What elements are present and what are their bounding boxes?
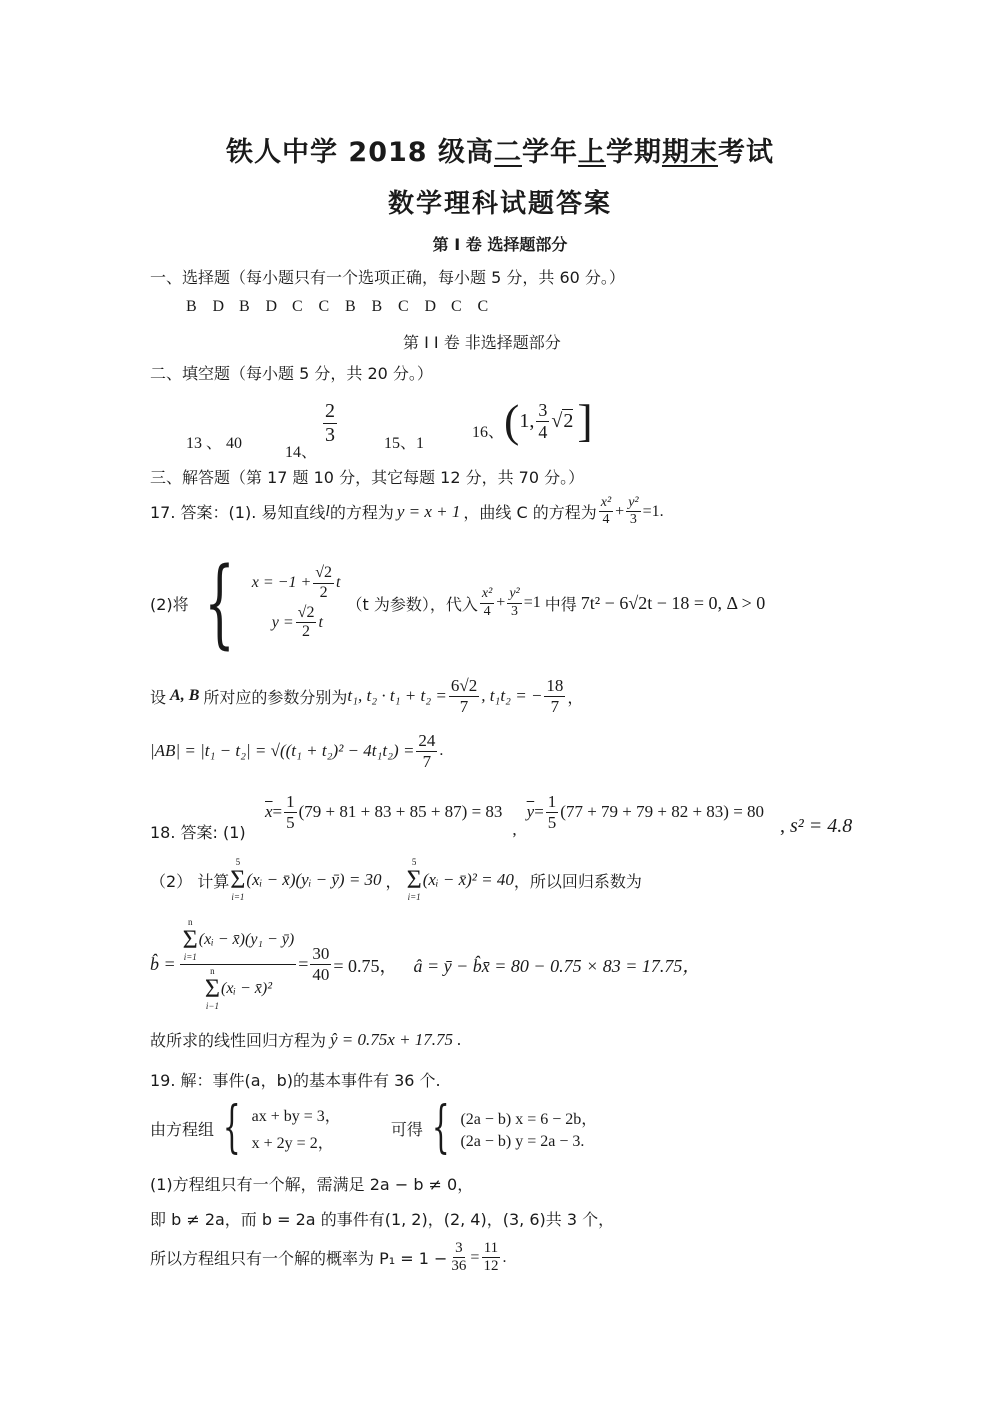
title-part: 学期 bbox=[605, 137, 662, 168]
title-part-underlined: 期末 bbox=[661, 137, 718, 168]
answer-2: D bbox=[212, 298, 225, 315]
section3-heading: 三、解答题（第 17 题 10 分，其它每题 12 分，共 70 分。） bbox=[150, 468, 585, 487]
denominator: 3 bbox=[325, 424, 336, 446]
denominator: 12 bbox=[483, 1258, 499, 1275]
lower: i=1 bbox=[183, 952, 197, 962]
denominator: 3 bbox=[629, 512, 637, 528]
equation-system: { ax + by = 3， x + 2y = 2， bbox=[222, 1095, 341, 1160]
answer-9: C bbox=[398, 298, 409, 315]
text: 的方程为 bbox=[329, 503, 394, 523]
variance: s² = 4.8 bbox=[790, 815, 853, 837]
lower: i=1 bbox=[231, 892, 245, 902]
param-y bbox=[272, 604, 341, 642]
period: . bbox=[659, 502, 664, 520]
q19-systems bbox=[150, 1095, 598, 1160]
var-l: l bbox=[325, 502, 330, 520]
denominator: 7 bbox=[459, 696, 469, 716]
fraction: $\frac{1}{5}$ bbox=[547, 792, 557, 832]
b-hat: b̂ = bbox=[150, 954, 176, 974]
q19-line1: 19. 解：事件(a，b)的基本事件有 36 个. bbox=[150, 1071, 441, 1090]
denominator: 2 bbox=[319, 583, 328, 601]
numerator: 3 bbox=[453, 1240, 465, 1258]
q17-line1: 17. 答案：(1). 易知直线 l 的方程为 y = x + 1 ，曲线 C 的方程为 $\frac{\text{x²}}{4}$ + $\frac{\text{y²}}{3}$ =1 . bbox=[150, 495, 664, 528]
answer-3: B bbox=[239, 298, 250, 315]
numerator: 6√2 bbox=[450, 676, 478, 695]
denominator: 36 bbox=[451, 1258, 467, 1275]
q19-p1: (1)方程组只有一个解，需满足 2a − b ≠ 0， bbox=[150, 1175, 474, 1194]
document-subtitle: 数学理科试题答案 bbox=[387, 189, 612, 219]
text: 所对应的参数分别为 bbox=[203, 687, 348, 707]
fraction bbox=[323, 400, 337, 447]
fraction bbox=[480, 586, 494, 619]
text: ，曲线 C 的方程为 bbox=[463, 503, 597, 523]
numerator: (xᵢ − x̄)(y₁ − ȳ) bbox=[198, 930, 295, 948]
upper: 5 bbox=[411, 857, 417, 867]
part1-heading: 第 I 卷 选择题部分 bbox=[432, 235, 568, 254]
numerator: 24 bbox=[418, 731, 436, 750]
interval bbox=[504, 395, 593, 446]
text: 17. 答案：(1). 易知直线 bbox=[150, 503, 326, 523]
title-part: 学年 bbox=[521, 137, 578, 168]
equation-1: ax + by = 3， bbox=[251, 1108, 341, 1125]
quadratic-result: 7t² − 6√2t − 18 = 0, Δ > 0 bbox=[580, 592, 766, 613]
denominator: 7 bbox=[550, 696, 560, 716]
answer-5: C bbox=[292, 298, 303, 315]
numerator: 18 bbox=[546, 676, 564, 695]
value: 1 bbox=[416, 435, 425, 452]
upper: n bbox=[210, 966, 215, 976]
radicand: 2 bbox=[563, 410, 574, 432]
numerator: x² bbox=[599, 495, 613, 512]
left-brace: { bbox=[203, 547, 235, 659]
label: 15、 bbox=[384, 435, 417, 452]
numerator: √2 bbox=[313, 564, 334, 583]
text: 中得 bbox=[544, 594, 577, 614]
section2-heading: 二、填空题（每小题 5 分，共 20 分。） bbox=[150, 364, 433, 383]
fill-answer-16 bbox=[472, 395, 593, 446]
q17-line4 bbox=[150, 731, 443, 771]
text: 故所求的线性回归方程为 bbox=[150, 1031, 327, 1050]
equation-2: x + 2y = 2， bbox=[251, 1135, 334, 1152]
text: 可得 bbox=[390, 1119, 423, 1139]
summation: n Σ i=1 bbox=[182, 917, 198, 962]
lhs: y = bbox=[271, 613, 294, 631]
b-value: = 0.75， bbox=[333, 955, 398, 976]
q17-part2: (2)将 { x = −1 + $\frac{√2}{2}$ t y = $\frac{√2}{2}$ t （t 为参数），代入 $\frac{\text{x²}}{4}$ + $\frac{\text{y²}}{3}$ =1 中得 7t² − 6√2t − 18 = 0, Δ > 0 bbox=[150, 547, 766, 659]
y-mean-expr: (77 + 79 + 79 + 82 + 83) = 80 bbox=[560, 802, 765, 822]
denominator: 7 bbox=[422, 751, 432, 771]
numerator: y² bbox=[626, 495, 640, 512]
title-part: 铁人中学 2018 级高 bbox=[226, 137, 494, 168]
sxx: (xᵢ − x̄)² = 40 bbox=[422, 870, 514, 889]
fraction bbox=[544, 676, 565, 716]
fraction: $\frac{1}{5}$ bbox=[286, 792, 295, 832]
upper: n bbox=[187, 917, 193, 927]
open-paren: ( bbox=[504, 395, 520, 446]
lower: i=1 bbox=[407, 892, 421, 902]
title-part-underlined: 上 bbox=[577, 137, 606, 168]
answer-8: B bbox=[371, 298, 383, 315]
equals: = bbox=[470, 1248, 480, 1266]
points-ab: A, B bbox=[170, 687, 200, 705]
fraction bbox=[536, 400, 549, 442]
numerator: √2 bbox=[296, 604, 317, 623]
text: 所以方程组只有一个解的概率为 P₁ = 1 − bbox=[150, 1249, 448, 1269]
q17-line3 bbox=[150, 676, 583, 716]
comma: ， bbox=[567, 687, 584, 707]
result-1: (2a − b) x = 6 − 2b， bbox=[460, 1110, 598, 1128]
numerator: x² bbox=[480, 586, 494, 603]
denominator: 4 bbox=[483, 603, 491, 619]
fraction bbox=[626, 495, 640, 528]
document-title bbox=[0, 130, 1000, 169]
fraction bbox=[449, 1240, 468, 1276]
denominator: 40 bbox=[312, 965, 330, 984]
fraction bbox=[599, 495, 613, 528]
regression-equation: ŷ = 0.75x + 17.75 . bbox=[330, 1029, 462, 1049]
title-part-underlined: 二 bbox=[493, 137, 522, 168]
denominator: (xᵢ − x̄)² bbox=[221, 979, 272, 997]
interval-start: 1, bbox=[519, 409, 535, 432]
fraction bbox=[481, 1240, 500, 1276]
answer-11: C bbox=[451, 298, 462, 315]
q18-variance: , s² = 4.8 bbox=[780, 815, 853, 837]
value: 40 bbox=[226, 435, 243, 452]
rhs: =1 bbox=[523, 594, 541, 611]
text: 18. 答案: (1) bbox=[150, 823, 246, 842]
distance-formula: |AB| = |t₁ − t₂| = √((t₁ + t₂)² − 4t₁t₂) = bbox=[150, 741, 415, 761]
lhs: x = −1 + bbox=[251, 574, 312, 592]
summation: 5 Σ i=1 bbox=[230, 857, 246, 902]
q18-prefix bbox=[150, 820, 246, 843]
t-product: , t₁t₂ = − bbox=[481, 686, 543, 706]
answer-7: B bbox=[345, 298, 356, 315]
title-part: 考试 bbox=[717, 137, 774, 168]
q18-conclusion bbox=[150, 1028, 462, 1051]
summation: n Σ i−1 bbox=[204, 966, 220, 1011]
answer-1: B bbox=[186, 298, 197, 315]
answer-10: D bbox=[424, 298, 437, 315]
label: 14、 bbox=[285, 444, 318, 462]
answer-4: D bbox=[265, 298, 278, 315]
text: （2） 计算 bbox=[150, 871, 230, 891]
upper: 5 bbox=[235, 857, 241, 867]
t-sum: t₁, t₂ · t₁ + t₂ = bbox=[347, 686, 447, 706]
fraction bbox=[507, 586, 521, 619]
close-bracket: ] bbox=[577, 395, 593, 446]
q18-bhat: b̂ = n Σ i=1 (xᵢ − x̄)(y₁ − ȳ) n Σ i−1 (xᵢ − x̄)² = $\frac{30}{40}$ = 0.75， â = ȳ − b̂x̄ = 80 − 0.75 × 83 = 17.75， bbox=[150, 917, 701, 1011]
text: (2)将 bbox=[150, 594, 189, 614]
param-x bbox=[252, 564, 341, 602]
fill-answer-15 bbox=[384, 430, 424, 453]
result-2: (2a − b) y = 2a − 3. bbox=[460, 1132, 585, 1150]
a-hat: â = ȳ − b̂x̄ = 80 − 0.75 × 83 = 17.75， bbox=[413, 955, 701, 976]
var: t bbox=[318, 613, 323, 631]
q19-p2: 即 b ≠ 2a，而 b = 2a 的事件有(1, 2)，(2, 4)，(3, 6)共 3 个， bbox=[150, 1210, 615, 1229]
answer-6: C bbox=[318, 298, 330, 315]
fraction bbox=[296, 604, 317, 642]
rhs: =1 bbox=[642, 502, 660, 520]
choice-answers bbox=[186, 298, 504, 316]
q18-means: $\overline{x}$ = $\frac{1}{5}$ (79 + 81 + 83 + 85 + 87) = 83 , $\overline{y}$ = $\frac{1}{5}$ (77 + 79 + 79 + 82 + 83) = 80 bbox=[265, 792, 765, 840]
lower: i−1 bbox=[205, 1001, 219, 1011]
text: 设 bbox=[150, 687, 167, 707]
denominator: 3 bbox=[511, 603, 519, 619]
fraction bbox=[416, 731, 437, 771]
numerator: 30 bbox=[312, 944, 330, 964]
text: 由方程组 bbox=[150, 1119, 215, 1139]
numerator: 2 bbox=[325, 400, 336, 422]
var: t bbox=[336, 574, 341, 592]
fill-answer-14 bbox=[285, 400, 339, 462]
text: ，所以回归系数为 bbox=[513, 871, 642, 891]
section1-heading: 一、选择题（每小题只有一个选项正确，每小题 5 分，共 60 分。） bbox=[150, 268, 625, 287]
numerator: y² bbox=[507, 586, 521, 603]
numerator: 3 bbox=[538, 399, 548, 420]
fraction bbox=[313, 564, 334, 602]
param-system bbox=[189, 547, 341, 659]
summation: 5 Σ i=1 bbox=[406, 857, 422, 902]
fraction bbox=[310, 944, 331, 984]
label: 16、 bbox=[472, 424, 505, 441]
sxy: (xᵢ − x̄)(yᵢ − ȳ) = 30 bbox=[246, 870, 382, 889]
numerator: 11 bbox=[482, 1240, 500, 1258]
text: （t 为参数），代入 bbox=[346, 594, 478, 614]
result-system: { (2a − b) x = 6 − 2b， (2a − b) y = 2a − 3. bbox=[431, 1095, 598, 1160]
answer-12: C bbox=[477, 298, 489, 315]
denominator: 4 bbox=[538, 421, 548, 442]
q18-part2: （2） 计算 5 Σ i=1 (xᵢ − x̄)(yᵢ − ȳ) = 30 ， 5 Σ i=1 (xᵢ − x̄)² = 40 ，所以回归系数为 bbox=[150, 857, 642, 902]
period: . bbox=[439, 742, 444, 760]
y-bar: $\overline{y}$ bbox=[526, 802, 535, 822]
fraction bbox=[449, 676, 479, 716]
denominator: 4 bbox=[602, 512, 610, 528]
x-bar: $\overline{x}$ bbox=[265, 802, 273, 822]
line-equation: y = x + 1 bbox=[396, 501, 461, 521]
fill-answer-13 bbox=[186, 430, 242, 453]
regression-fraction bbox=[180, 918, 297, 1011]
sqrt-symbol: √ bbox=[551, 409, 563, 432]
q19-p3 bbox=[150, 1240, 506, 1276]
x-mean-expr: (79 + 81 + 83 + 85 + 87) = 83 bbox=[298, 802, 503, 822]
denominator: 2 bbox=[302, 623, 311, 641]
period: . bbox=[502, 1248, 507, 1266]
part2-heading: 第 I I 卷 非选择题部分 bbox=[403, 333, 561, 352]
label: 13 、 bbox=[186, 435, 223, 452]
